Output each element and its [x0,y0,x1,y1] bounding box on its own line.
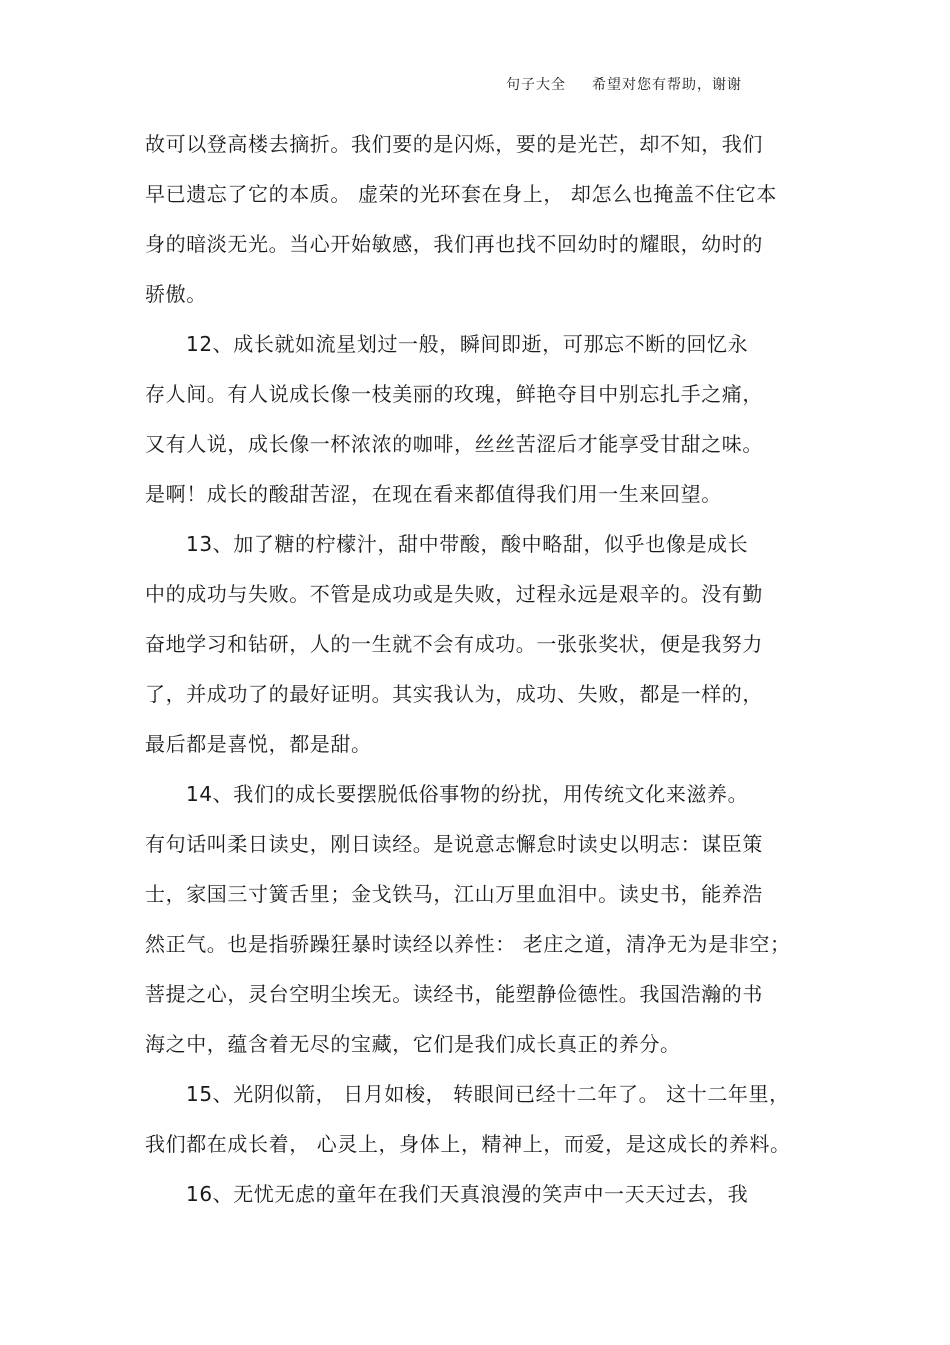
paragraph-16-start: 16、无忧无虑的童年在我们天真浪漫的笑声中一天天过去，我 [186,1182,749,1206]
text-line: 然正气。也是指骄躁狂暴时读经以养性： 老庄之道，清净无为是非空； [145,932,791,956]
paragraph-14-start: 14、我们的成长要摆脱低俗事物的纷扰，用传统文化来滋养。 [186,782,749,806]
text-line: 了，并成功了的最好证明。其实我认为，成功、失败，都是一样的， [145,682,763,706]
text-line: 故可以登高楼去摘折。我们要的是闪烁，要的是光芒，却不知，我们 [145,132,763,156]
text-line: 士，家国三寸簧舌里；金戈铁马，江山万里血泪中。读史书，能养浩 [145,882,763,906]
header-thanks: 希望对您有帮助，谢谢 [592,77,742,93]
text-line: 中的成功与失败。不管是成功或是失败，过程永远是艰辛的。没有勤 [145,582,763,606]
text-line: 存人间。有人说成长像一枝美丽的玫瑰，鲜艳夺目中别忘扎手之痛， [145,382,763,406]
text-line: 有句话叫柔日读史，刚日读经。是说意志懈怠时读史以明志：谋臣策 [145,832,763,856]
text-line: 菩提之心，灵台空明尘埃无。读经书，能塑静俭德性。我国浩瀚的书 [145,982,763,1006]
paragraph-15-start: 15、光阴似箭， 日月如梭， 转眼间已经十二年了。 这十二年里， [186,1082,790,1106]
text-line: 又有人说，成长像一杯浓浓的咖啡，丝丝苦涩后才能享受甘甜之味。 [145,432,763,456]
text-line: 早已遗忘了它的本质。 虚荣的光环套在身上， 却怎么也掩盖不住它本 [145,182,777,206]
text-line: 身的暗淡无光。当心开始敏感，我们再也找不回幼时的耀眼，幼时的 [145,232,763,256]
paragraph-12-start: 12、成长就如流星划过一般，瞬间即逝，可那忘不断的回忆永 [186,332,749,356]
text-line: 奋地学习和钻研，人的一生就不会有成功。一张张奖状，便是我努力 [145,632,763,656]
text-line: 最后都是喜悦，都是甜。 [145,732,372,756]
text-line: 我们都在成长着， 心灵上，身体上，精神上，而爱，是这成长的养料。 [145,1132,791,1156]
header-site-name: 句子大全 [506,77,566,93]
text-line: 海之中，蕴含着无尽的宝藏，它们是我们成长真正的养分。 [145,1032,681,1056]
text-line: 骄傲。 [145,282,207,306]
paragraph-13-start: 13、加了糖的柠檬汁，甜中带酸，酸中略甜，似乎也像是成长 [186,532,749,556]
page-header [506,74,742,94]
text-line: 是啊！成长的酸甜苦涩，在现在看来都值得我们用一生来回望。 [145,482,722,506]
